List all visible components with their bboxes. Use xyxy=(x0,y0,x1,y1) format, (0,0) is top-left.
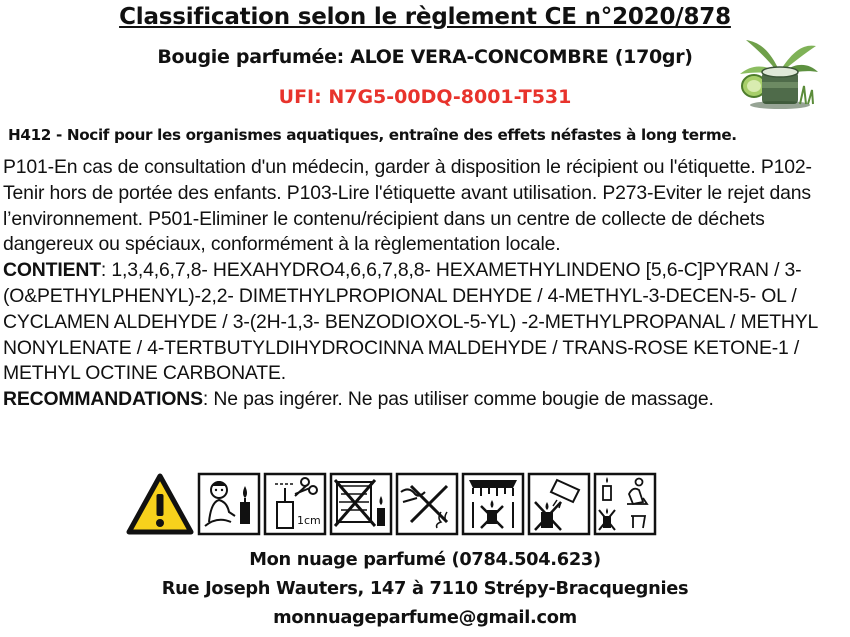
recommendations-label: RECOMMANDATIONS xyxy=(3,388,203,411)
label-body xyxy=(3,155,845,413)
page-title: Classification selon le règlement CE n°2020/878 xyxy=(119,4,731,30)
trim-wick-icon xyxy=(263,472,327,536)
recommendations-text: : Ne pas ingérer. Ne pas utiliser comme bougie de massage. xyxy=(202,388,714,411)
contains-label: CONTIENT xyxy=(3,259,101,282)
warning-triangle-icon xyxy=(125,472,195,536)
contains-section xyxy=(3,258,845,387)
no-drafts-icon xyxy=(395,472,459,536)
product-name: Bougie parfumée: ALOE VERA-CONCOMBRE (170gr) xyxy=(157,46,693,68)
ufi-code: UFI: N7G5-00DQ-8001-T531 xyxy=(278,86,572,108)
no-water-extinguish-icon xyxy=(527,472,591,536)
company-address: Rue Joseph Wauters, 147 à 7110 Strépy-Bracquegnies xyxy=(161,578,689,599)
precaution-statements: P101-En cas de consultation d'un médecin, garder à disposition le récipient ou l'étiquette. P102-Tenir hors de portée des enfants. P103-Lire l'étiquette avant utilisation. P273-Eviter le rejet dans l’environnement. P501-Eliminer le contenu/récipient dans un centre de collecte de déchets dangereux ou spéciaux, conformément à la règlementation locale. xyxy=(3,156,812,256)
company-name-phone: Mon nuage parfumé (0784.504.623) xyxy=(249,549,601,570)
contact-footer xyxy=(0,545,850,632)
company-email: monnuageparfume@gmail.com xyxy=(273,607,577,628)
keep-away-from-children-icon xyxy=(197,472,261,536)
hazard-statement: H412 - Nocif pour les organismes aquatiques, entraîne des effets néfastes à long terme. xyxy=(8,126,737,144)
wick-length-label: 1cm xyxy=(297,514,321,527)
candle-logo-image xyxy=(738,38,820,110)
contains-text: : 1,3,4,6,7,8- HEXAHYDRO4,6,6,7,8,8- HEXAMETHYLINDENO [5,6-C]PYRAN / 3-(O&PETHYLPHENYL)-2,2- DIMETHYLPROPIONAL DEHYDE / 4-METHYL-3-DECEN-5- OL / CYCLAMEN ALDEHYDE / 3-(2H-1,3- BENZODIOXOL-5-YL) -2-METHYLPROPANAL / METHYL NONYLENATE / 4-TERTBUTYLDIHYDROCINNA MALDEHYDE / TRANS-ROSE KETONE-1 / METHYL OCTINE CARBONATE. xyxy=(3,259,818,385)
no-burning-near-flammables-icon xyxy=(329,472,393,536)
recommendations-section xyxy=(3,387,845,413)
no-burning-near-pets-icon xyxy=(461,472,525,536)
safety-pictograms xyxy=(125,468,657,540)
never-leave-unattended-icon xyxy=(593,472,657,536)
